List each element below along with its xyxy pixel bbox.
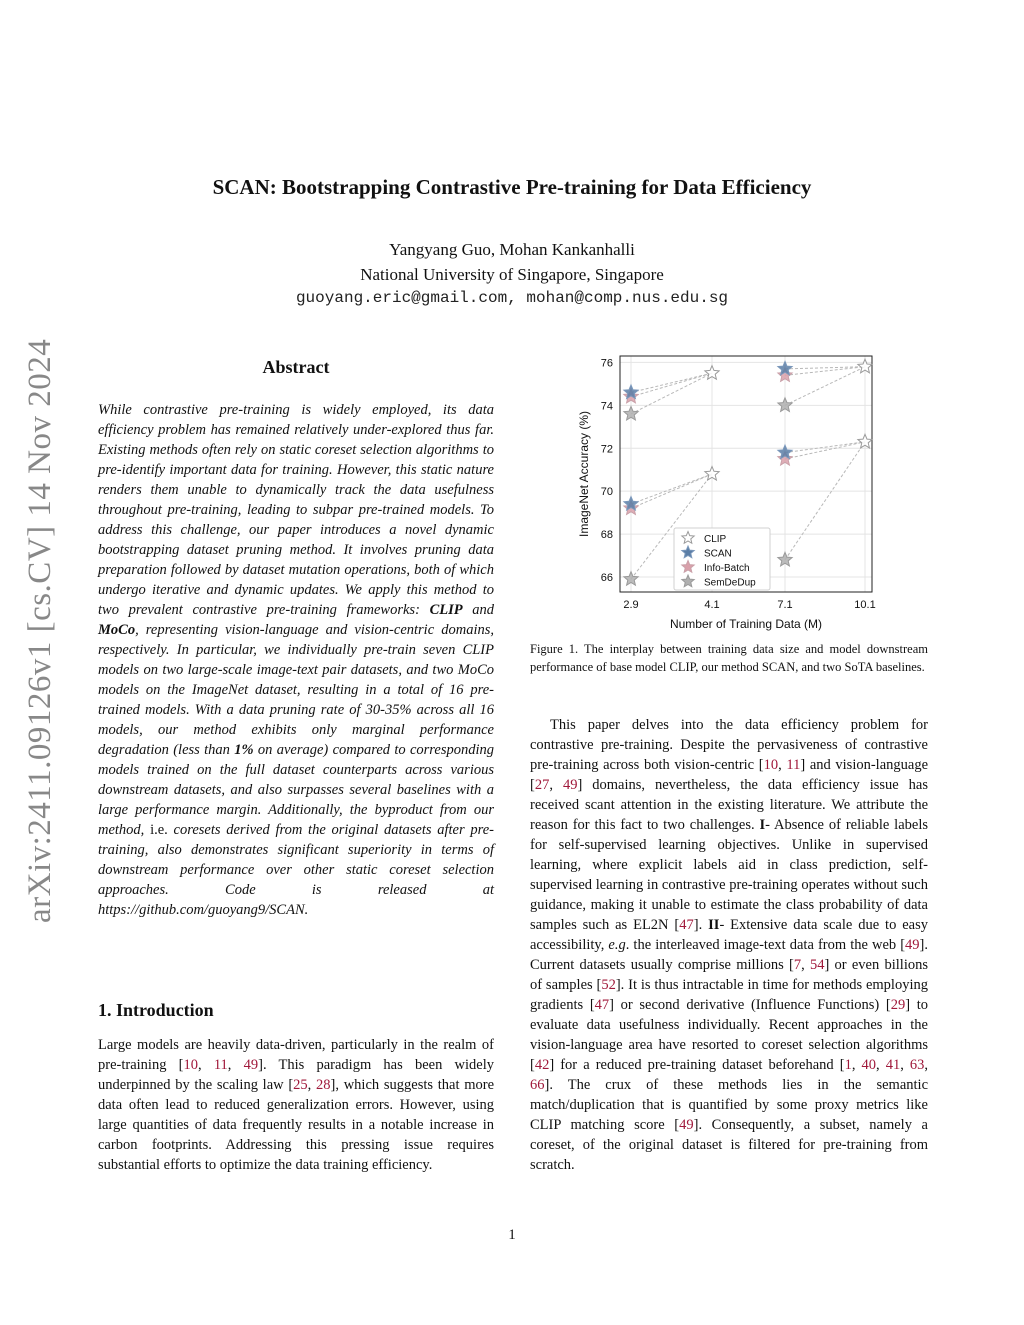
citation-link[interactable]: 42: [534, 1057, 550, 1073]
citation-link[interactable]: 47: [679, 917, 694, 933]
chart-legend: [674, 528, 770, 590]
intro-text: ,: [227, 1057, 244, 1073]
citation-link[interactable]: 49: [562, 777, 578, 793]
body-text: ,: [549, 777, 563, 793]
citation-link[interactable]: 28: [316, 1077, 331, 1093]
body-text: ] or even billions of samples [: [530, 957, 928, 993]
body-text: ]. The crux of these methods lies in the semantic match/duplication that is quantified by some proxy metrics like CLIP matching score [: [530, 1077, 928, 1133]
body-text: ]. It is thus intractable in time for methods employing gradients [: [530, 977, 928, 1013]
body-text: ,: [801, 957, 810, 973]
body-text: ]. Current datasets usually comprise millions [: [530, 937, 928, 973]
citation-link[interactable]: 49: [243, 1057, 259, 1073]
chart-y-axis-label: ImageNet Accuracy (%): [577, 410, 591, 538]
intro-text: ]. This paradigm has been widely underpinned by the scaling law [: [98, 1057, 494, 1093]
affiliation: National University of Singapore, Singapore: [360, 265, 664, 284]
chart-x-tick-label: 2.9: [623, 599, 639, 611]
abstract-heading: Abstract: [262, 357, 330, 377]
citation-link[interactable]: 29: [890, 997, 906, 1013]
citation-link[interactable]: 11: [786, 757, 801, 773]
citation-link[interactable]: 47: [594, 997, 610, 1013]
body-text: e.g: [608, 937, 626, 953]
chart-y-tick-label: 72: [600, 443, 613, 456]
author-emails: guoyang.eric@gmail.com, mohan@comp.nus.edu.sg: [295, 289, 729, 307]
body-text: ] to evaluate data usefulness individually. Recent approaches in the vision-language area have resorted to coreset selection algorithms [: [530, 997, 929, 1073]
challenge-marker: II: [708, 917, 720, 933]
abstract-and: and: [462, 602, 495, 618]
body-text: - Extensive data scale due to easy accessibility,: [530, 917, 928, 953]
citation-link[interactable]: 1: [844, 1057, 852, 1073]
citation-link[interactable]: 7: [793, 957, 802, 973]
body-text: ,: [778, 757, 787, 773]
chart-x-tick-label: 4.1: [704, 599, 720, 611]
abstract-clip: CLIP: [429, 602, 463, 618]
chart-y-tick-label: 66: [600, 571, 613, 584]
abstract-body: [98, 400, 494, 920]
citation-link[interactable]: 10: [763, 757, 779, 773]
citation-link[interactable]: 52: [601, 977, 616, 993]
body-text: . the interleaved image-text data from the web [: [625, 937, 906, 953]
citation-link[interactable]: 25: [293, 1077, 308, 1093]
arxiv-stamp: arXiv:2411.09126v1 [cs.CV] 14 Nov 2024: [22, 338, 58, 923]
intro-text: Large models are heavily data-driven, particularly in the realm of pre-training [: [98, 1037, 494, 1073]
chart-legend-label: CLIP: [704, 534, 727, 545]
body-text: ,: [924, 1057, 928, 1073]
citation-link[interactable]: 10: [183, 1057, 198, 1073]
abstract-text: coresets derived from the original datasets after pre-training, also demonstrates significant superiority in terms of downstream performance over other static coreset selection approaches. Code is released at https://github.com/guoyang9/SCAN.: [98, 822, 494, 918]
chart-legend-label: SemDeDup: [704, 577, 756, 589]
body-text: ,: [900, 1057, 910, 1073]
body-text: ] or second derivative (Influence Functions) [: [609, 997, 891, 1013]
body-text: ].: [693, 917, 709, 933]
figure-1-chart: [574, 350, 884, 640]
chart-x-axis-label: Number of Training Data (M): [669, 617, 823, 631]
citation-link[interactable]: 54: [809, 957, 825, 973]
figure-caption: Figure 1. The interplay between training data size and model downstream performance of base model CLIP, our method SCAN, and two SoTA baselines.: [530, 642, 928, 674]
chart-legend-label: Info-Batch: [704, 563, 750, 574]
chart-legend-label: SCAN: [704, 548, 732, 560]
chart-y-tick-label: 70: [600, 486, 613, 499]
chart-y-tick-label: 68: [600, 529, 613, 542]
abstract-ie: i.e.: [150, 822, 168, 838]
intro-body: [98, 1035, 494, 1175]
body-text: - Absence of reliable labels for self-supervised learning objectives. Unlike in supervised learning, where explicit labels aid in class prediction, self-supervised learning in contrastive pre-training operates without such guidance, making it unable to estimate the class probability of data samples such as EL2N [: [530, 817, 929, 933]
chart-y-tick-label: 76: [600, 357, 613, 370]
citation-link[interactable]: 49: [679, 1117, 694, 1133]
chart-y-tick-label: 74: [600, 400, 613, 413]
intro-text: ], which suggests that more data often lead to reduced generalization errors. However, using large quantities of data frequently results in a notable increase in carbon footprints. Addressing this pressing issue requires substantial efforts to optimize the data training efficiency.: [98, 1077, 495, 1173]
citation-link[interactable]: 11: [213, 1057, 228, 1073]
body-text: ] and vision-language [: [530, 757, 929, 793]
right-column-body: [530, 715, 928, 1175]
body-text: ] domains, nevertheless, the data efficiency issue has received scant attention in the existing literature. We attribute the reason for this fact to two challenges.: [530, 777, 928, 833]
citation-link[interactable]: 63: [909, 1057, 925, 1073]
body-text: ] for a reduced pre-training dataset beforehand [: [549, 1057, 845, 1073]
intro-text: ,: [197, 1057, 214, 1073]
page-number: 1: [508, 1227, 516, 1243]
abstract-text: on average) compared to corresponding models trained on the full dataset counterparts across various downstream datasets, and also surpasses several baselines with a large performance margin. Additionally, the byproduct from our method,: [98, 742, 495, 838]
abstract-one-pct: 1%: [234, 742, 254, 758]
body-text: ,: [851, 1057, 862, 1073]
abstract-text: While contrastive pre-training is widely employed, its data efficiency problem has remained relatively under-explored thus far. Existing methods often rely on static coreset selection algorithms to pre-identify important data for training. However, this static nature renders them unable to dynamically track the data usefulness throughout pre-training, leading to subpar pre-trained models. To address this challenge, our paper introduces a novel dynamic bootstrapping dataset pruning method. It involves pruning data preparation followed by dataset mutation operations, both of which undergo iterative and dynamic updates. We apply this method to two prevalent contrastive pre-training frameworks:: [98, 402, 494, 618]
chart-x-tick-label: 7.1: [777, 599, 793, 611]
challenge-marker: I: [759, 817, 766, 833]
authors: Yangyang Guo, Mohan Kankanhalli: [389, 240, 635, 259]
citation-link[interactable]: 27: [534, 777, 550, 793]
abstract-moco: MoCo: [98, 622, 136, 638]
body-text: This paper delves into the data efficiency problem for contrastive pre-training. Despite the pervasiveness of contrastive pre-training across both vision-centric [: [530, 717, 928, 773]
chart-x-tick-label: 10.1: [854, 599, 876, 611]
paper-title: SCAN: Bootstrapping Contrastive Pre-training for Data Efficiency: [212, 175, 812, 199]
citation-link[interactable]: 66: [530, 1077, 545, 1093]
citation-link[interactable]: 49: [905, 937, 920, 953]
body-text: ,: [876, 1057, 886, 1073]
citation-link[interactable]: 40: [861, 1057, 876, 1073]
intro-text: ,: [307, 1077, 317, 1093]
abstract-text: , representing vision-language and vision-centric domains, respectively. In particular, we individually pre-train seven CLIP models on two large-scale image-text pair datasets, and two MoCo models on the ImageNet dataset, resulting in a total of 16 pre-trained models. With a data pruning rate of 30-35% across all 16 models, our method exhibits only marginal performance degradation (less than: [98, 622, 494, 758]
body-text: ]. Consequently, a subset, namely a coreset, of the original dataset is filtered for pre-training from scratch.: [530, 1117, 928, 1173]
citation-link[interactable]: 41: [885, 1057, 901, 1073]
intro-heading: 1. Introduction: [98, 1000, 214, 1020]
